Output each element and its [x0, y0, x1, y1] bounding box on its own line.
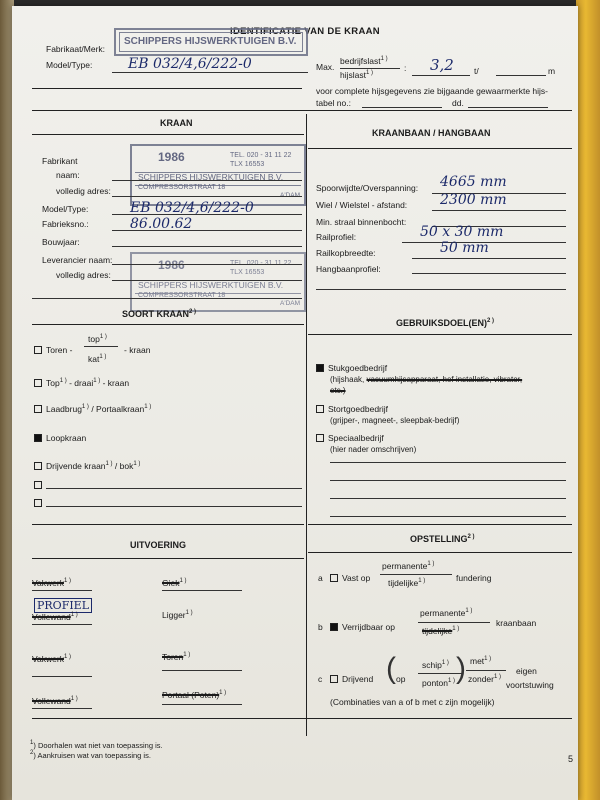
fabrikaat-label: Fabrikaat/Merk: [46, 44, 106, 54]
profiel-handwritten: PROFIEL [34, 598, 92, 613]
kraan-model-handwritten: EB 032/4,6/222-0 [130, 200, 254, 216]
option-drijvend[interactable]: Drijvend [330, 674, 373, 684]
folder-edge-right [576, 0, 600, 800]
model-underline [112, 72, 308, 73]
option-vakwerk-2[interactable]: Vakwerk$^{1 )}$ [32, 654, 71, 664]
company-stamp-header: SCHIPPERS HIJSWERKTUIGEN B.V. [114, 28, 308, 56]
opstelling-section-title: $OPSTELLING^{2 )}$ [410, 534, 475, 544]
option-blank-1[interactable] [34, 480, 46, 490]
footnote-2: $^2$) Aankruisen wat van toepassing is. [30, 750, 151, 760]
kraanbaan-section-title: KRAANBAAN / HANGBAAN [372, 128, 491, 138]
option-vollewand-2[interactable]: Vollewand$^{1 )}$ [32, 696, 78, 706]
option-ligger[interactable]: Ligger$^{1 )}$ [162, 610, 193, 620]
option-portaal[interactable]: Portaal (Poten)$^{1 )}$ [162, 690, 227, 700]
gebruiksdoel-section-title: GEBRUIKSDOEL(EN)$^{2 )}$ [396, 318, 495, 328]
option-toren-uitvoering[interactable]: Toren$^{1 )}$ [162, 652, 191, 662]
max-label: Max. [316, 62, 335, 72]
option-verrijdbaar[interactable]: Verrijdbaar op [330, 622, 395, 632]
model-label: Model/Type: [46, 60, 93, 70]
option-blank-2[interactable] [34, 498, 46, 508]
option-vast-op[interactable]: Vast op [330, 573, 370, 583]
dd-label: dd. [452, 98, 464, 108]
form-page: IDENTIFICATIE VAN DE KRAAN Fabrikaat/Merk: Model/Type: SCHIPPERS HIJSWERKTUIGEN B.V. EB 032/4,6/222-0 Max. bedrijfslast$^{1 )}$ hijslast$^{1 )}$ : 3,2 t/ m voor complete hijsgegevens zie bijgaande gewaarmerkte hijs- tabel no.: dd. KRAAN Fabrikant naam: volledig adres: Model/Type: Fabrieksno.: Bouwjaar: Leverancier naam: volledig adres: 1986 TEL. 020 - 31 11 22 TLX 16553 SCHIPPERS HIJSWERKTUIGEN B.V. COMPRESSORSTRAAT 18 A'DAM EB 032/4,6/222-0 86.00.62 1986 TEL. 020 - 31 11 22 TLX 16553 SCHIPPERS HIJSWERKTUIGEN B.V. COMPRESSORSTRAAT 18 A'DAM KRAANBAAN / HANGBAAN Spoorwijdte/Overspanning: 4665 mm Wiel / Wielstel - afstand: 2300 mm Min. straal binnenbocht: Railprofiel: 50 x 30 mm Railkopbreedte: 50 mm Hangbaanprofiel: SOORT $KRAAN^{2 )}$ Toren - top$^{1 )}$ kat$^{1 )}$ - kraan Top$^{1 )}$ - draai$^{1 )}$ - kraan Laadbrug$^{1 )}$ / Portaalkraan$^{1 )}$ Loopkraan Drijvende kraan$^{1 )}$ / bok$^{1 )}$ GEBRUIKSDOEL(EN)$^{2 )}$ Stukgoedbedrijf (hijshaak, vacuumhijsapparaat, hef installatie, vibrator, etc.) Stortgoedbedrijf (grijper-, magneet-, sleepbak-bedrijf) Speciaalbedrijf (hier nader omschrijven) UITVOERING Vakwerk$^{1 )}$ Giek$^{1 )}$ PROFIEL Vollewand$^{1 )}$ Ligger$^{1 )}$ Vakwerk$^{1 )}$ Toren$^{1 )}$ Vollewand$^{1 )}$ Portaal (Poten)$^{1 )}$ $OPSTELLING^{2 )}$ a Vast op permanente$^{1 )}$ tijdelijke$^{1 )}$ fundering b Verrijdbaar op permanente$^{1 )}$ tijdelijke$^{1 )}$ kraanbaan c Drijvend ( op schip$^{1 )}$ ponton$^{1 )}$ ) met$^{1 )}$ zonder$^{1 )}$ eigen voortstuwing (Combinaties van a of b met c zijn mogelijk) $^1$) Doorhalen wat niet van toepassing is. $^2$) Aankruisen wat van toepassing is. 5 [12, 6, 578, 800]
bedrijfslast-label: bedrijfslast$^{1 )}$ [340, 56, 388, 66]
page-number: 5 [568, 754, 574, 764]
spoorwijdte-handwritten: 4665 mm [440, 174, 507, 190]
leverancier-stamp: 1986 TEL. 020 - 31 11 22 TLX 16553 SCHIPPERS HIJSWERKTUIGEN B.V. COMPRESSORSTRAAT 18 A'DAM [130, 252, 306, 312]
unit-t: t/ [474, 66, 479, 76]
ref-label-2: tabel no.: [316, 98, 351, 108]
uitvoering-section-title: UITVOERING [130, 540, 187, 550]
footnote-1: $^1$) Doorhalen wat niet van toepassing is. [30, 740, 163, 750]
option-stortgoed[interactable]: Stortgoedbedrijf [316, 404, 388, 414]
option-toren[interactable]: Toren - [34, 345, 72, 355]
option-top-draai[interactable]: Top$^{1 )}$ - draai$^{1 )}$ - kraan [34, 378, 129, 388]
fabrieksno-handwritten: 86.00.62 [130, 216, 193, 232]
option-laadbrug[interactable]: Laadbrug$^{1 )}$ / Portaalkraan$^{1 )}$ [34, 404, 151, 414]
railkopbreedte-handwritten: 50 mm [440, 240, 489, 256]
option-giek[interactable]: Giek$^{1 )}$ [162, 578, 187, 588]
column-divider [306, 114, 307, 736]
wielstel-handwritten: 2300 mm [440, 192, 507, 208]
fabrikant-stamp: 1986 TEL. 020 - 31 11 22 TLX 16553 SCHIPPERS HIJSWERKTUIGEN B.V. COMPRESSORSTRAAT 18 A'DAM [130, 144, 306, 206]
max-value-handwritten: 3,2 [430, 56, 454, 74]
unit-m: m [548, 66, 556, 76]
option-vakwerk[interactable]: Vakwerk$^{1 )}$ [32, 578, 71, 588]
option-stukgoed[interactable]: Stukgoedbedrijf [316, 363, 387, 373]
option-loopkraan[interactable]: Loopkraan [34, 433, 86, 443]
soort-section-title: SOORT $KRAAN^{2 )}$ [122, 309, 197, 319]
ref-label: voor complete hijsgegevens zie bijgaande gewaarmerkte hijs- [316, 86, 548, 96]
hijslast-label: hijslast$^{1 )}$ [340, 70, 373, 80]
option-drijvende[interactable]: Drijvende kraan$^{1 )}$ / bok$^{1 )}$ [34, 461, 140, 471]
kraan-section-title: KRAAN [160, 118, 193, 128]
model-value-handwritten: EB 032/4,6/222-0 [128, 56, 252, 72]
option-vollewand[interactable]: Vollewand$^{1 )}$ [32, 612, 78, 622]
option-speciaal[interactable]: Speciaalbedrijf [316, 433, 384, 443]
form-title: IDENTIFICATIE VAN DE KRAAN [230, 26, 380, 37]
railprofiel-handwritten: 50 x 30 mm [420, 224, 504, 240]
